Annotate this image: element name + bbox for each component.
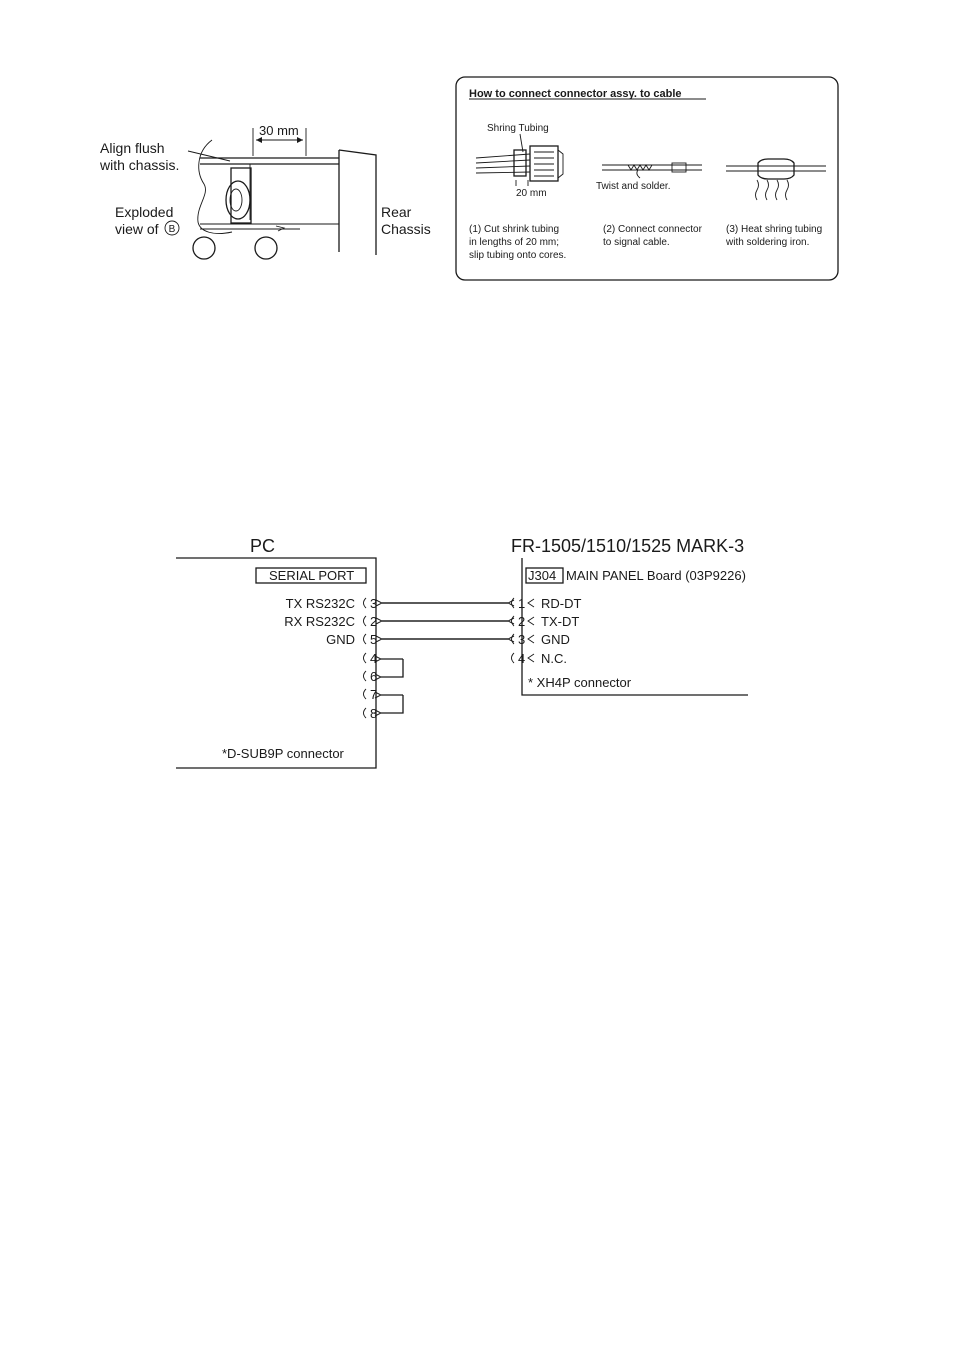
rear-label-1: Rear: [381, 204, 412, 220]
step1-line1: (1) Cut shrink tubing: [469, 224, 560, 235]
pc-title: PC: [250, 536, 276, 556]
step2-line2: to signal cable.: [603, 237, 670, 248]
step2-twist: [628, 165, 652, 170]
step3-tubing: [758, 159, 794, 179]
installation-sketch: [99, 123, 431, 259]
twist-label: Twist and solder.: [596, 181, 671, 192]
pc-pin-3: 3: [370, 596, 378, 611]
pc-pin-8: 8: [370, 706, 378, 721]
jack-label: J304: [528, 568, 557, 583]
pc-pin-label-gnd: GND: [326, 632, 355, 647]
device-pin-2: 2: [518, 614, 526, 629]
device-pin-label-gnd: GND: [541, 632, 570, 647]
rear-label-2: Chassis: [381, 221, 431, 237]
pc-connector-label: *D-SUB9P connector: [222, 746, 344, 761]
step1-connector-pins: [534, 150, 563, 178]
wheel-left: [193, 237, 215, 259]
screw-mark: [276, 226, 284, 231]
pc-pin-label-rx: RX RS232C: [284, 614, 355, 629]
pc-pin-5: 5: [370, 632, 378, 647]
device-title: FR-1505/1510/1525 MARK-3: [511, 536, 745, 556]
step1-wires: [476, 150, 530, 176]
device-pin-label-nc: N.C.: [541, 651, 567, 666]
device-connector-label: * XH4P connector: [528, 675, 632, 690]
howto-box: [456, 77, 838, 280]
serial-port-label: SERIAL PORT: [269, 568, 355, 583]
heat-waves: [756, 180, 789, 200]
rear-chassis-panel: [339, 150, 376, 255]
align-label-2: with chassis.: [100, 157, 180, 173]
pc-pin-2: 2: [370, 614, 378, 629]
pc-pin-7: 7: [370, 687, 378, 702]
shrink-tubing-label: Shring Tubing: [487, 123, 549, 134]
pc-box: [176, 558, 376, 768]
wiring-diagram: [176, 536, 748, 768]
device-pin-label-rd: RD-DT: [541, 596, 582, 611]
step1-line3: slip tubing onto cores.: [469, 250, 567, 261]
step3-line1: (3) Heat shring tubing: [726, 224, 823, 235]
shrink-leader: [520, 134, 523, 152]
pc-pin-4: 4: [370, 651, 378, 666]
dimension-label: 30 mm: [259, 123, 299, 138]
circled-b-label: B: [168, 224, 176, 235]
pc-pin-6: 6: [370, 669, 378, 684]
exploded-label-1: Exploded: [115, 204, 174, 220]
step3-line2: with soldering iron.: [726, 237, 810, 248]
step2-ferrule: [672, 163, 686, 172]
connector-roll-inner: [230, 189, 242, 211]
device-pin-label-tx: TX-DT: [541, 614, 580, 629]
length-label: 20 mm: [516, 188, 547, 199]
exploded-label-2: view of: [115, 221, 159, 237]
connector-housing: [231, 168, 251, 223]
step1-line2: in lengths of 20 mm;: [469, 237, 560, 248]
pc-pin-brackets: [364, 598, 367, 718]
pc-pin-label-tx: TX RS232C: [285, 596, 355, 611]
loopback-4-6: [381, 659, 403, 677]
device-pin-3: 3: [518, 632, 526, 647]
exploded-outline: [198, 140, 232, 234]
wheel-right: [255, 237, 277, 259]
step2-line1: (2) Connect connector: [603, 224, 702, 235]
align-label-1: Align flush: [100, 140, 165, 156]
device-pin-4: 4: [518, 651, 526, 666]
loopback-7-8: [381, 695, 403, 713]
howto-title: How to connect connector assy. to cable: [469, 88, 682, 100]
board-label: MAIN PANEL Board (03P9226): [566, 568, 746, 583]
device-pin-1: 1: [518, 596, 526, 611]
align-leader: [188, 151, 230, 161]
twist-leader: [637, 170, 640, 178]
